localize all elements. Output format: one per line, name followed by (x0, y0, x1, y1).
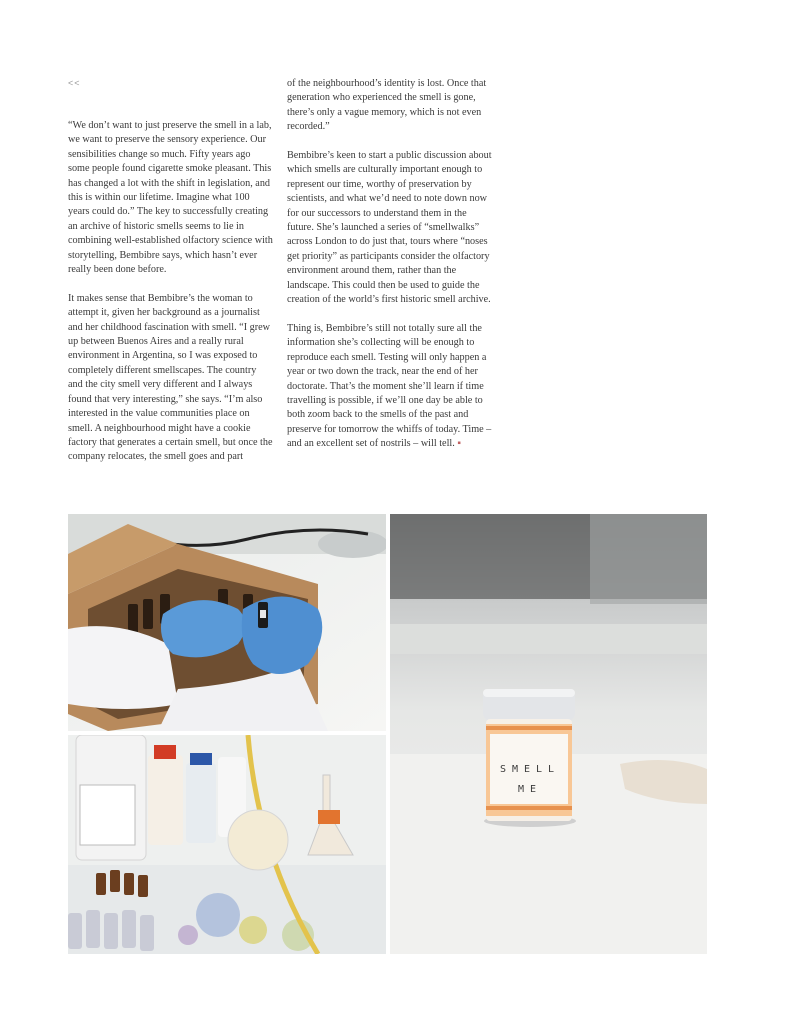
article-column-right (287, 77, 492, 466)
photo-gloved-hands-vials (68, 514, 386, 731)
jar-label-line: ME (517, 784, 543, 795)
jar-label (488, 760, 572, 800)
article-paragraph: “We don’t want to just preserve the smell in a lab, we want to preserve the sensory experience. Our sensibilities change so much. Fifty years ago some people found cigarette smoke pleasant. This has changed a lot with the shift in legislation, and this is within our lifetime. Imagine what 100 years could do.” The key to successfully creating an archive of historic smells seems to lie in combining well-established olfactory science with storytelling, Bembibre says, which hasn’t ever really been done before. (68, 120, 273, 276)
end-mark-icon: ▪ (457, 438, 461, 450)
article-paragraph (287, 322, 492, 452)
photo-smell-me-jar (390, 514, 707, 954)
article-column-left (68, 119, 273, 479)
article-paragraph: It makes sense that Bembibre’s the woman to attempt it, given her background as a journalist and her childhood fascination with smell. “I grew up between Buenos Aires and a really rural environment in Argentina, so I was exposed to completely different smellscapes. The country and the city smell very different and I always found that very interesting,” she says. “I’m also interested in the value communities place on smell. A neighbourhood might have a cookie factory that generates a certain smell, but once the company relocates, the smell goes and part (68, 292, 273, 463)
photo-lab-bench-bottles (68, 735, 386, 954)
back-nav-link[interactable]: << (68, 78, 81, 88)
article-paragraph-text: Thing is, Bembibre’s still not totally sure all the information she’s collecting will be enough to reproduce each smell. Testing will only happen a year or two down the track, near the end of her doctorate. That’s the moment she’ll learn if time travelling is possible, if we’ll one day be able to both zoom back to the smells of the past and preserve for tomorrow the whiffs of today. Time – and an excellent set of nostrils – will tell. (287, 322, 492, 450)
article-paragraph: Bembibre’s keen to start a public discussion about which smells are culturally important enough to represent our time, worthy of preservation by scientists, and what we’d need to note down now for our successors to understand them in the future. She’s launched a series of “smellwalks” across London to do just that, tours where “noses get priority” as participants consider the olfactory environment around them, rather than the landscape. This could then be used to guide the creation of the world’s first historic smell archive. (287, 150, 492, 306)
article-paragraph: of the neighbourhood’s identity is lost. Once that generation who experienced the smell is gone, there’s only a vague memory, which is not even recorded.” (287, 78, 487, 133)
jar-label-line: SMELL (499, 764, 561, 775)
